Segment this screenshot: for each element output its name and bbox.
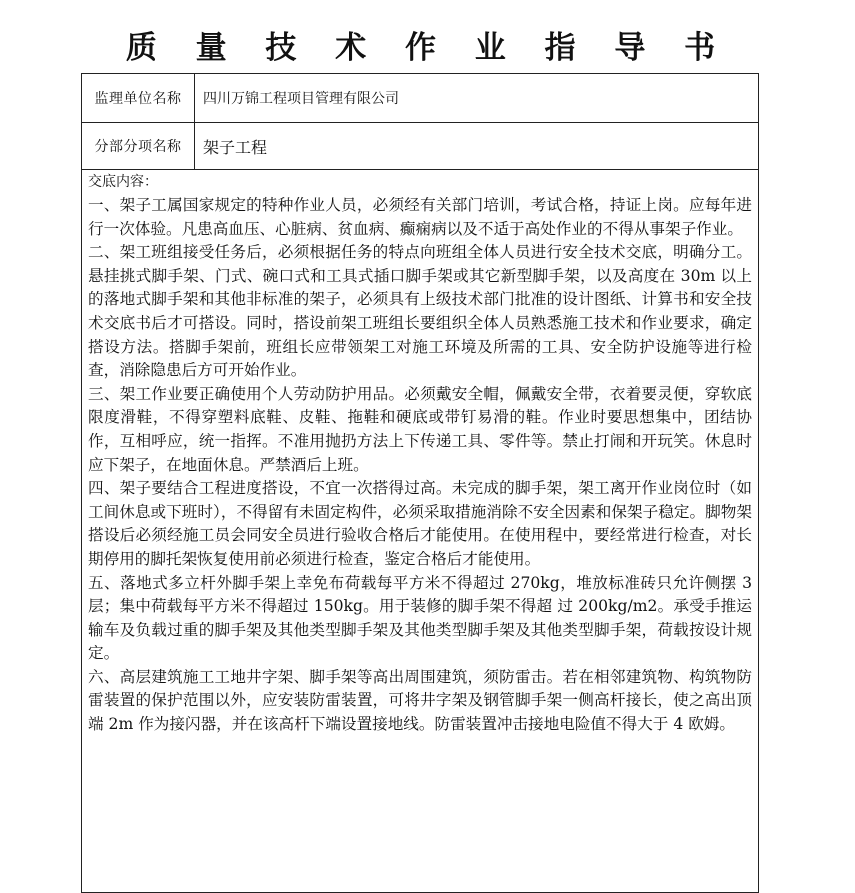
paragraph-4: 四、架子要结合工程进度搭设，不宜一次搭得过高。未完成的脚手架，架工离开作业岗位时（如工间休息或下班时），不得留有未固定构件，必须采取措施消除不安全因素和保架子稳定。脚物架搭设后必须经施工员会同安全员进行验收合格后才能使用。在使用程中，要经常进行检查，对长期停用的脚托架恢复使用前必须进行检查，鉴定合格后才能使用。	[88, 479, 752, 568]
paragraph-3: 三、架工作业要正确使用个人劳动防护用品。必须戴安全帽，佩戴安全带，衣着要灵便，穿软底限度滑鞋，不得穿塑料底鞋、皮鞋、拖鞋和硬底或带钉易滑的鞋。作业时要思想集中，团结协作，互相呼应，统一指挥。不准用抛扔方法上下传递工具、零件等。禁止打闹和开玩笑。休息时应下架子，在地面休息。严禁酒后上班。	[88, 384, 752, 474]
document-title: 质 量 技 术 作 业 指 导 书	[125, 30, 730, 66]
section-value: 架子工程	[203, 137, 268, 157]
paragraph-2: 二、架工班组接受任务后，必须根据任务的特点向班组全体人员进行安全技术交底，明确分工。悬挂挑式脚手架、门式、碗口式和工具式插口脚手架或其它新型脚手架，以及高度在 30m 以上的落地式脚手架和其他非标准的架子，必须具有上级技术部门批准的设计图纸、计算书和安全技术交底书后才可搭设。同时，搭设前架工班组长要组织全体人员熟悉施工技术和作业要求，确定搭设方法。搭脚手架前，班组长应带领架工对施工环境及所需的工具、安全防护设施等进行检查，消除隐患后方可开始作业。	[88, 243, 752, 380]
supervisor-row	[82, 74, 758, 123]
section-label: 分部分项名称	[82, 123, 195, 169]
supervisor-value: 四川万锦工程项目管理有限公司	[203, 91, 399, 107]
content-body	[88, 172, 752, 737]
paragraph-6: 六、高层建筑施工工地井字架、脚手架等高出周围建筑，须防雷击。若在相邻建筑物、构筑物防雷装置的保护范围以外，应安装防雷装置，可将井字架及钢管脚手架一侧高杆接长，使之高出顶端 2m 作为接闪器，并在该高杆下端设置接地线。防雷装置冲击接地电险值不得大于 4 欧姆。	[88, 667, 752, 734]
info-table	[81, 73, 759, 893]
section-row	[82, 123, 758, 170]
supervisor-label: 监理单位名称	[82, 74, 195, 122]
paragraph-1: 一、架子工属国家规定的特种作业人员，必须经有关部门培训，考试合格，持证上岗。应每年进行一次体验。凡患高血压、心脏病、贫血病、癫痫病以及不适于高处作业的不得从事架子作业。	[88, 196, 752, 238]
content-intro: 交底内容：	[88, 174, 158, 190]
paragraph-5: 五、落地式多立杆外脚手架上幸免布荷载每平方米不得超过 270kg，堆放标准砖只允许侧摆 3 层；集中荷载每平方米不得超过 150kg。用于装修的脚手架不得超 过 200kg/m2。承受手推运输车及负载过重的脚手架及其他类型脚手架及其他类型脚手架及其他类型脚手架，荷载按设计规定。	[88, 573, 752, 663]
